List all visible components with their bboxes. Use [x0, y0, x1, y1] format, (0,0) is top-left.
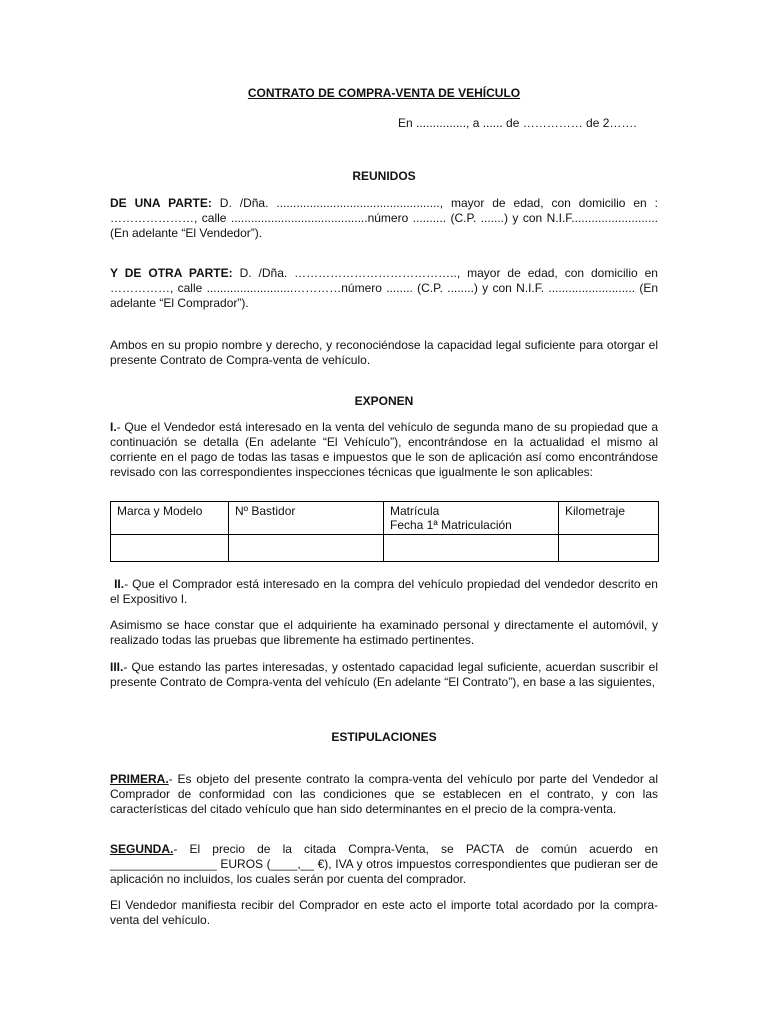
paragraph-y-de-otra-parte — [110, 266, 658, 311]
text-y-de-otra-parte: D. /Dña. ………………………………….., mayor de edad, con domicilio en ……………, calle ..........................…………número ........ (C.P. ........) y con N.I.F. .......................... (En adelante “El Comprador”). — [110, 266, 658, 310]
paragraph-expositivo-i — [110, 420, 658, 480]
paragraph-expositivo-iii — [110, 660, 658, 690]
vehicle-table-header-row — [111, 502, 659, 535]
paragraph-segunda — [110, 842, 658, 887]
text-segunda: - El precio de la citada Compra-Venta, se PACTA de común acuerdo en ________________ EUROS (____,__ €), IVA y otros impuestos correspondientes que pudieran ser de aplicación no incluidos, los cuales serán por cuenta del comprador. — [110, 842, 658, 886]
table-header-marca-modelo: Marca y Modelo — [111, 502, 229, 535]
label-expositivo-iii: III. — [110, 660, 124, 674]
text-de-una-parte: D. /Dña. ................................................., mayor de edad, con domicilio en : …………………, calle .........................................número .......... (C.P. .......) y con N.I.F.......................... (En adelante “El Vendedor”). — [110, 196, 658, 240]
text-primera: - Es objeto del presente contrato la compra-venta del vehículo por parte del Vendedor al Comprador de conformidad con las condiciones que se establecen en el contrato, y con las características del citado vehículo que han sido determinantes en el precio de la compra-venta. — [110, 772, 658, 816]
paragraph-asimismo: Asimismo se hace constar que el adquiriente ha examinado personal y directamente el automóvil, y realizado todas las pruebas que libremente ha estimado pertinentes. — [110, 618, 658, 647]
paragraph-vendedor-recibe: El Vendedor manifiesta recibir del Comprador en este acto el importe total acordado por la compra-venta del vehículo. — [110, 898, 658, 927]
label-expositivo-ii: II. — [114, 577, 125, 591]
table-cell-blank — [384, 535, 559, 562]
heading-estipulaciones: ESTIPULACIONES — [331, 730, 437, 744]
paragraph-de-una-parte — [110, 196, 658, 241]
label-de-una-parte: DE UNA PARTE: — [110, 196, 212, 210]
table-cell-blank — [229, 535, 384, 562]
paragraph-primera — [110, 772, 658, 817]
table-header-matricula-line2: Fecha 1ª Matriculación — [390, 518, 512, 532]
document-title: CONTRATO DE COMPRA-VENTA DE VEHÍCULO — [247, 86, 521, 100]
heading-exponen: EXPONEN — [354, 394, 414, 408]
vehicle-table-blank-row — [111, 535, 659, 562]
label-primera: PRIMERA. — [110, 772, 169, 786]
table-header-matricula-line1: Matrícula — [390, 504, 440, 518]
text-expositivo-i: - Que el Vendedor está interesado en la venta del vehículo de segunda mano de su propiedad que a continuación se detalla (En adelante “El Vehículo”), encontrándose en la actualidad el mismo al corriente en el pago de todas las tasas e impuestos que le son de aplicación así como encontrándose revisado con las correspondientes inspecciones técnicas que igualmente le son aplicables: — [110, 420, 658, 479]
date-line: En ..............., a ...... de …………… de 2……. — [398, 116, 637, 130]
label-y-de-otra-parte: Y DE OTRA PARTE: — [110, 266, 233, 280]
table-header-bastidor: Nº Bastidor — [229, 502, 384, 535]
text-expositivo-ii: - Que el Comprador está interesado en la compra del vehículo propiedad del vendedor descrito en el Expositivo I. — [110, 577, 658, 606]
text-expositivo-iii: - Que estando las partes interesadas, y ostentado capacidad legal suficiente, acuerdan suscribir el presente Contrato de Compra-venta del vehículo (En adelante “El Contrato”), en base a las siguientes, — [110, 660, 658, 689]
heading-reunidos: REUNIDOS — [352, 169, 416, 183]
table-cell-blank — [559, 535, 659, 562]
table-cell-blank — [111, 535, 229, 562]
label-expositivo-i: I. — [110, 420, 117, 434]
paragraph-ambos: Ambos en su propio nombre y derecho, y reconociéndose la capacidad legal suficiente para otorgar el presente Contrato de Compra-venta de vehículo. — [110, 338, 658, 367]
label-segunda: SEGUNDA. — [110, 842, 174, 856]
table-header-matricula — [384, 502, 559, 535]
table-header-kilometraje: Kilometraje — [559, 502, 659, 535]
vehicle-table — [110, 501, 659, 562]
paragraph-expositivo-ii — [110, 577, 658, 607]
